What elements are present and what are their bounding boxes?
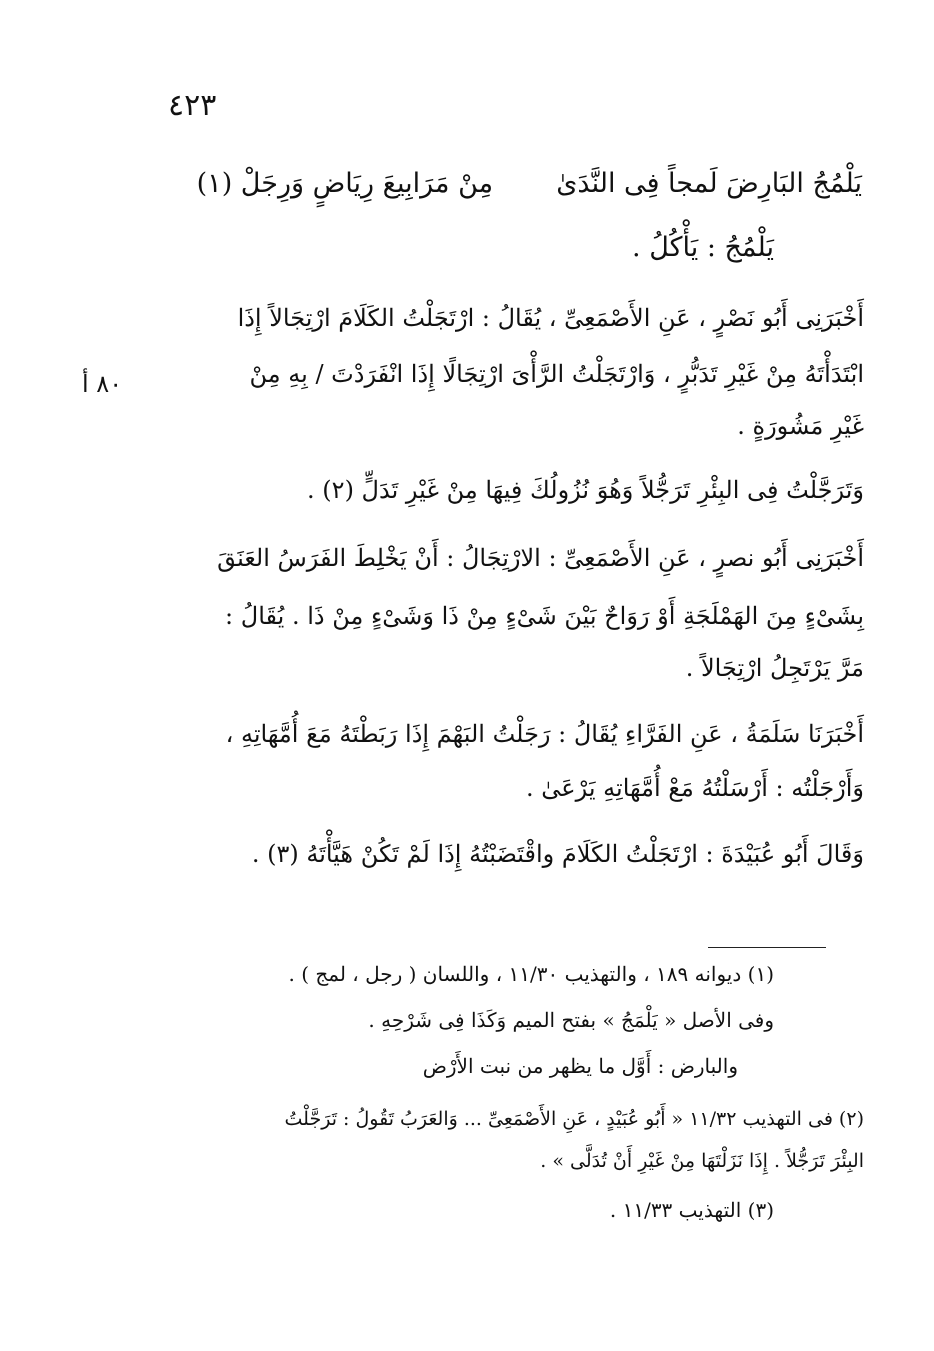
verse-hemistich-first: يَلْمُجُ البَارِضَ لَمجاً فِى النَّدَىٰ <box>556 168 862 199</box>
footnote-1-continuation: وفى الأصل « يَلْمَجُ » بفتح الميم وَكَذَا فِى شَرْحِهِ . <box>368 1008 774 1032</box>
text-line: بِشَىْءٍ مِنَ الهَمْلَجَةِ أَوْ رَوَاحٌ بَيْنَ شَىْءٍ مِنْ ذَا وَشَىْءٍ مِنْ ذَا . يُقَالُ : <box>225 602 864 630</box>
footnote-2-continuation: البِئْرَ تَرَجُّلاً . إِذَا نَزَلْتَهَا مِنْ غَيْرِ أَنْ تُدَلَّى » . <box>540 1150 864 1172</box>
text-line: وَتَرَجَّلْتُ فِى البِئْرِ تَرَجُّلاً وَهُوَ نُزُولُكَ فِيهَا مِنْ غَيْرِ تَدَلٍّ (٢) . <box>307 476 864 504</box>
footnote-1: (١) ديوانه ١٨٩ ، والتهذيب ١١/٣٠ ، واللسان ( رجل ، لمج ) . <box>288 962 774 986</box>
text-line: أَخْبَرَنِى أَبُو نَصْرٍ ، عَنِ الأَصْمَعِىِّ ، يُقَالُ : ارْتَجَلْتُ الكَلَامَ ارْتِجَالاً إِذَا <box>237 304 864 332</box>
verse-line <box>197 170 862 197</box>
text-line: أَخْبَرَنَا سَلَمَةُ ، عَنِ الفَرَّاءِ يُقَالُ : رَجَلْتُ البَهْمَ إِذَا رَبَطْتَهُ مَعَ أُمَّهَاتِهِ ، <box>225 720 864 748</box>
text-line: أَخْبَرَنِى أَبُو نصرٍ ، عَنِ الأَصْمَعِىِّ : الارْتِجَالُ : أَنْ يَخْلِطَ الفَرَسُ العَنَقَ <box>217 544 864 572</box>
footnote-divider <box>708 947 826 948</box>
margin-folio-reference: ٨٠ أ <box>82 370 123 398</box>
text-line: غَيْرِ مَشُورَةٍ . <box>737 412 864 440</box>
footnote-2: (٢) فى التهذيب ١١/٣٢ « أَبُو عُبَيْدٍ ، عَنِ الأَصْمَعِىِّ ... وَالعَرَبُ تَقُولُ : تَرَجَّلْتُ <box>284 1108 864 1130</box>
verse-hemistich-second: مِنْ مَرَابِيعَ رِيَاضٍ وَرِجَلْ (١) <box>196 168 494 199</box>
gloss-line: يَلْمُجُ : يَأْكُلُ . <box>632 232 774 263</box>
text-line: ابْتَدَأْتَهُ مِنْ غَيْرِ تَدَبُّرٍ ، وَارْتَجَلْتُ الرَّأْىَ ارْتِجَالًا إِذَا انْفَرَدْتَ / بِهِ مِنْ <box>249 360 864 388</box>
footnote-3: (٣) التهذيب ١١/٣٣ . <box>609 1198 774 1222</box>
text-line: مَرَّ يَرْتَجِلُ ارْتِجَالاً . <box>685 654 864 682</box>
text-line: وَقَالَ أَبُو عُبَيْدَةَ : ارْتَجَلْتُ الكَلَامَ واقْتَضَبْتُهُ إِذَا لَمْ تَكُنْ هَيَّأْتَهُ (٣) . <box>251 840 864 868</box>
text-line: وَأَرْجَلْتُه : أَرْسَلْتُهُ مَعْ أُمَّهَاتِهِ يَرْعَىٰ . <box>526 774 864 802</box>
footnote-1-continuation: والبارض : أَوَّل ما يظهر من نبت الأَرْض <box>422 1054 738 1078</box>
page-number: ٤٢٣ <box>168 88 217 123</box>
